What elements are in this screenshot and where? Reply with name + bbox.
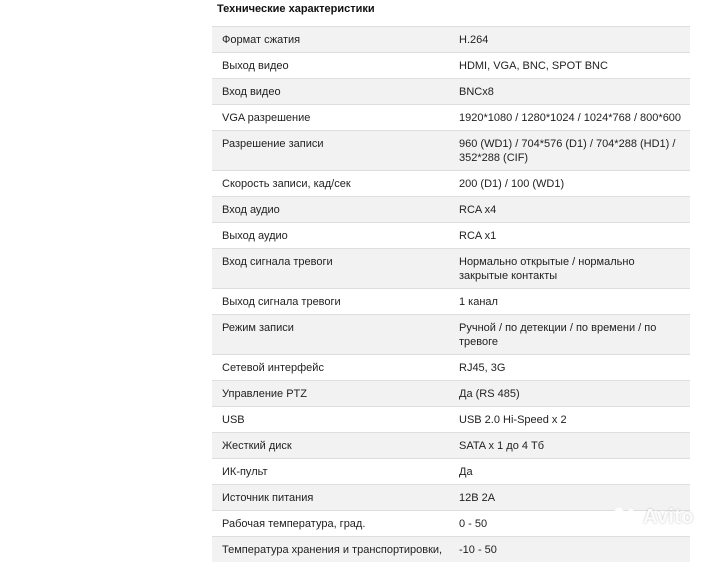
spec-name: Сетевой интерфейс bbox=[222, 355, 459, 380]
table-row bbox=[212, 223, 690, 249]
table-row bbox=[212, 197, 690, 223]
table-row bbox=[212, 315, 690, 355]
section-title: Технические характеристики bbox=[217, 2, 375, 16]
spec-value: SATA x 1 до 4 Тб bbox=[459, 433, 682, 458]
spec-value: H.264 bbox=[459, 27, 682, 52]
table-row bbox=[212, 249, 690, 289]
table-row bbox=[212, 289, 690, 315]
table-row bbox=[212, 381, 690, 407]
spec-name: Формат сжатия bbox=[222, 27, 459, 52]
spec-name: Рабочая температура, град. bbox=[222, 511, 459, 536]
table-row bbox=[212, 105, 690, 131]
spec-name: ИК-пульт bbox=[222, 459, 459, 484]
spec-value: 0 - 50 bbox=[459, 511, 682, 536]
spec-value: Да bbox=[459, 459, 682, 484]
spec-value: USB 2.0 Hi-Speed x 2 bbox=[459, 407, 682, 432]
spec-value: RCA x1 bbox=[459, 223, 682, 248]
table-row bbox=[212, 171, 690, 197]
table-row bbox=[212, 433, 690, 459]
spec-table bbox=[212, 26, 690, 562]
spec-value: 200 (D1) / 100 (WD1) bbox=[459, 171, 682, 196]
spec-name: Выход сигнала тревоги bbox=[222, 289, 459, 314]
spec-value: 12В 2А bbox=[459, 485, 682, 510]
watermark-text: Avito bbox=[643, 506, 694, 529]
spec-name: USB bbox=[222, 407, 459, 432]
spec-name: Выход аудио bbox=[222, 223, 459, 248]
spec-name: Скорость записи, кад/сек bbox=[222, 171, 459, 196]
spec-value: 1920*1080 / 1280*1024 / 1024*768 / 800*600 bbox=[459, 105, 682, 130]
spec-name: Выход видео bbox=[222, 53, 459, 78]
spec-value: RCA x4 bbox=[459, 197, 682, 222]
spec-name: Управление PTZ bbox=[222, 381, 459, 406]
spec-name: Вход видео bbox=[222, 79, 459, 104]
spec-value: Да (RS 485) bbox=[459, 381, 682, 406]
spec-name: Источник питания bbox=[222, 485, 459, 510]
spec-value: RJ45, 3G bbox=[459, 355, 682, 380]
spec-name: Жесткий диск bbox=[222, 433, 459, 458]
avito-watermark bbox=[612, 503, 712, 531]
spec-value: 960 (WD1) / 704*576 (D1) / 704*288 (HD1) / 352*288 (CIF) bbox=[459, 131, 682, 170]
spec-name: Температура хранения и транспортировки, bbox=[222, 537, 459, 562]
table-row bbox=[212, 79, 690, 105]
spec-value: HDMI, VGA, BNC, SPOT BNC bbox=[459, 53, 682, 78]
spec-value: -10 - 50 bbox=[459, 537, 682, 562]
avito-logo-icon bbox=[612, 506, 640, 528]
table-row bbox=[212, 407, 690, 433]
table-row bbox=[212, 27, 690, 53]
spec-value: 1 канал bbox=[459, 289, 682, 314]
table-row bbox=[212, 459, 690, 485]
table-row bbox=[212, 355, 690, 381]
spec-name: Вход аудио bbox=[222, 197, 459, 222]
spec-value: BNCx8 bbox=[459, 79, 682, 104]
table-row bbox=[212, 131, 690, 171]
spec-name: Разрешение записи bbox=[222, 131, 459, 156]
spec-value: Нормально открытые / нормально закрытые контакты bbox=[459, 249, 682, 288]
table-row bbox=[212, 537, 690, 562]
spec-name: VGA разрешение bbox=[222, 105, 459, 130]
spec-name: Режим записи bbox=[222, 315, 459, 340]
table-row bbox=[212, 53, 690, 79]
spec-value: Ручной / по детекции / по времени / по тревоге bbox=[459, 315, 682, 354]
spec-name: Вход сигнала тревоги bbox=[222, 249, 459, 274]
